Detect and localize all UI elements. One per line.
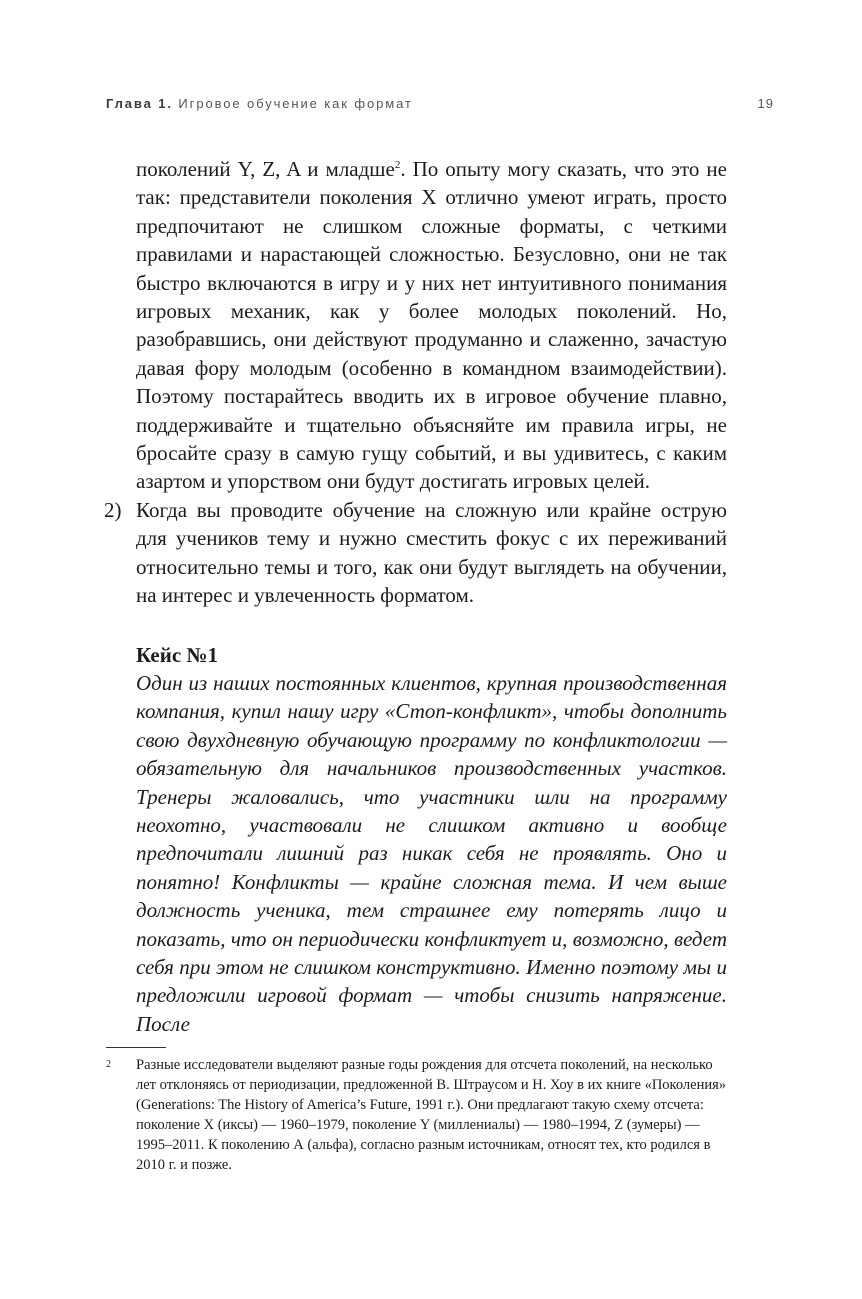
footnote-reference: 2 [394, 159, 401, 171]
paragraph-text-start: поколений Y, Z, A и младше [136, 157, 395, 181]
list-marker: 2) [104, 497, 122, 522]
chapter-label: Глава 1. [106, 96, 173, 111]
page-number: 19 [757, 96, 774, 111]
case-title: Кейс №1 [136, 642, 219, 667]
footnote-text: Разные исследователи выделяют разные годы рождения для отсчета поколений, на несколько лет отклоняясь от периодизации, предложенной В. Штраусом и Н. Хоу в их книге «Поколения» (Generations: The History of America’s Future, 1991 г.). Они предлагают такую схему отсчета: поколение X (иксы) — 1960–1979, поколение Y (миллениалы) — 1980–1994, Z (зумеры) — 1995–2011. К поколению А (альфа), согласно разным источникам, относят тех, кто родился в 2010 г. и позже. [136, 1057, 727, 1173]
footnote-divider [106, 1047, 166, 1048]
case-block [136, 641, 727, 1039]
list-item-text: Когда вы проводите обучение на сложную или крайне острую для учеников тему и нужно сместить фокус с их переживаний относительно темы и того, как они будут выглядеть на обучении, на интерес и увлеченность форматом. [136, 497, 727, 608]
paragraph-text-end: . По опыту могу сказать, что это не так: представители поколения X отлично умеют играть, просто предпочитают не слишком сложные форматы, с четкими правилами и нарастающей сложностью. Безусловно, они не так быстро включаются в игру и у них нет интуитивного понимания игровых механик, как у более молодых поколений. Но, разобравшись, они действуют продуманно и слаженно, зачастую давая фору молодым (особенно в командном взаимодействии). Поэтому постарайтесь вводить их в игровое обучение плавно, поддерживайте и тщательно объясняйте им правила игры, не бросайте сразу в самую гущу событий, и вы удивитесь, с каким азартом и упорством они будут достигать игровых целей. [136, 157, 727, 494]
main-text [104, 155, 727, 1038]
list-item [104, 496, 727, 610]
running-header [106, 96, 774, 111]
case-text: Один из наших постоянных клиентов, крупная производственная компания, купил нашу игру «Стоп-конфликт», чтобы дополнить свою двухдневную обучающую программу по конфликтологии — обязательную для начальников производственных участков. Тренеры жаловались, что участники шли на программу неохотно, участвовали не слишком активно и вообще предпочитали лишний раз никак себя не проявлять. Оно и понятно! Конфликты — крайне сложная тема. И чем выше должность ученика, тем страшнее ему потерять лицо и показать, что он периодически конфликтует и, возможно, ведет себя при этом не слишком конструктивно. Именно поэтому мы и предложили игровой формат — чтобы снизить напряжение. После [136, 670, 727, 1036]
paragraph [136, 155, 727, 496]
footnote-number: 2 [106, 1059, 111, 1070]
footnote [106, 1055, 728, 1175]
chapter-title: Игровое обучение как формат [172, 96, 413, 111]
